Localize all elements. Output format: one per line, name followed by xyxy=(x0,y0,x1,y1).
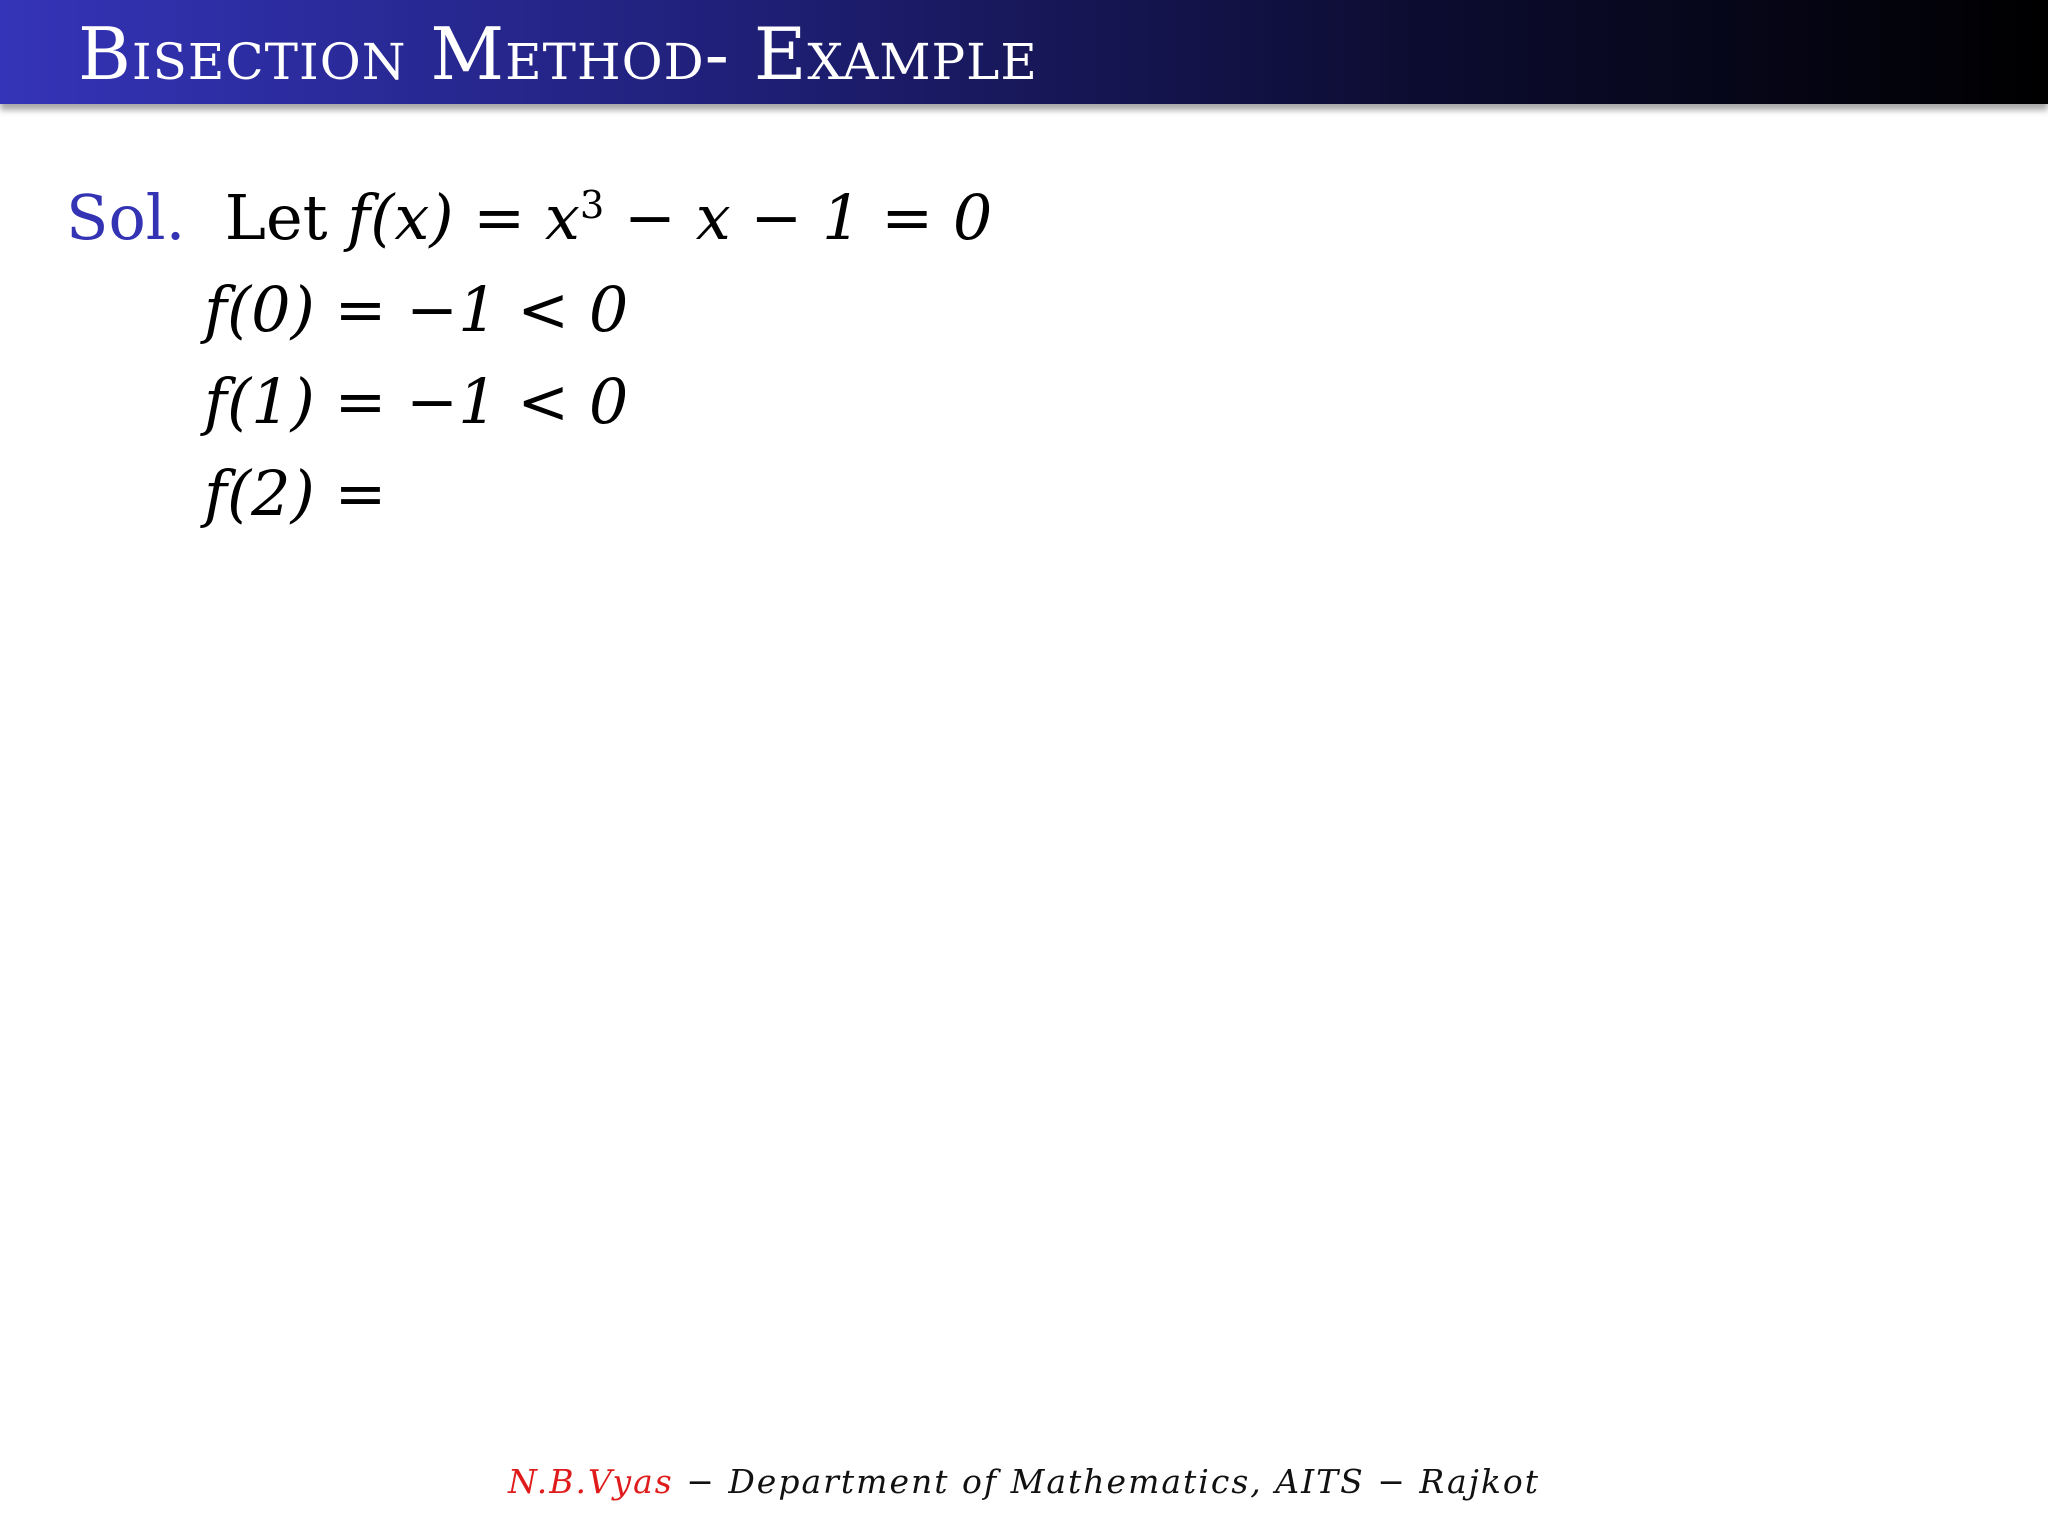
footer-author: N.B.Vyas xyxy=(507,1462,674,1501)
slide-title: Bisection Method- Example xyxy=(78,12,1038,96)
footer-affiliation: − Department of Mathematics, AITS − Rajkot xyxy=(673,1462,1541,1501)
equation-f1: f(1) = −1 < 0 xyxy=(204,365,629,438)
solution-line-1 xyxy=(66,178,992,258)
footer xyxy=(0,1462,2048,1502)
sol-label: Sol. xyxy=(66,181,186,254)
line-lead: Let xyxy=(224,181,348,254)
equation-tail: − x − 1 = 0 xyxy=(604,181,993,254)
equation-f0: f(0) = −1 < 0 xyxy=(204,273,629,346)
equation-f2: f(2) = xyxy=(204,457,387,530)
equation-function: f(x) = x xyxy=(347,181,580,254)
exponent: 3 xyxy=(579,182,605,228)
title-bar xyxy=(0,0,2048,104)
